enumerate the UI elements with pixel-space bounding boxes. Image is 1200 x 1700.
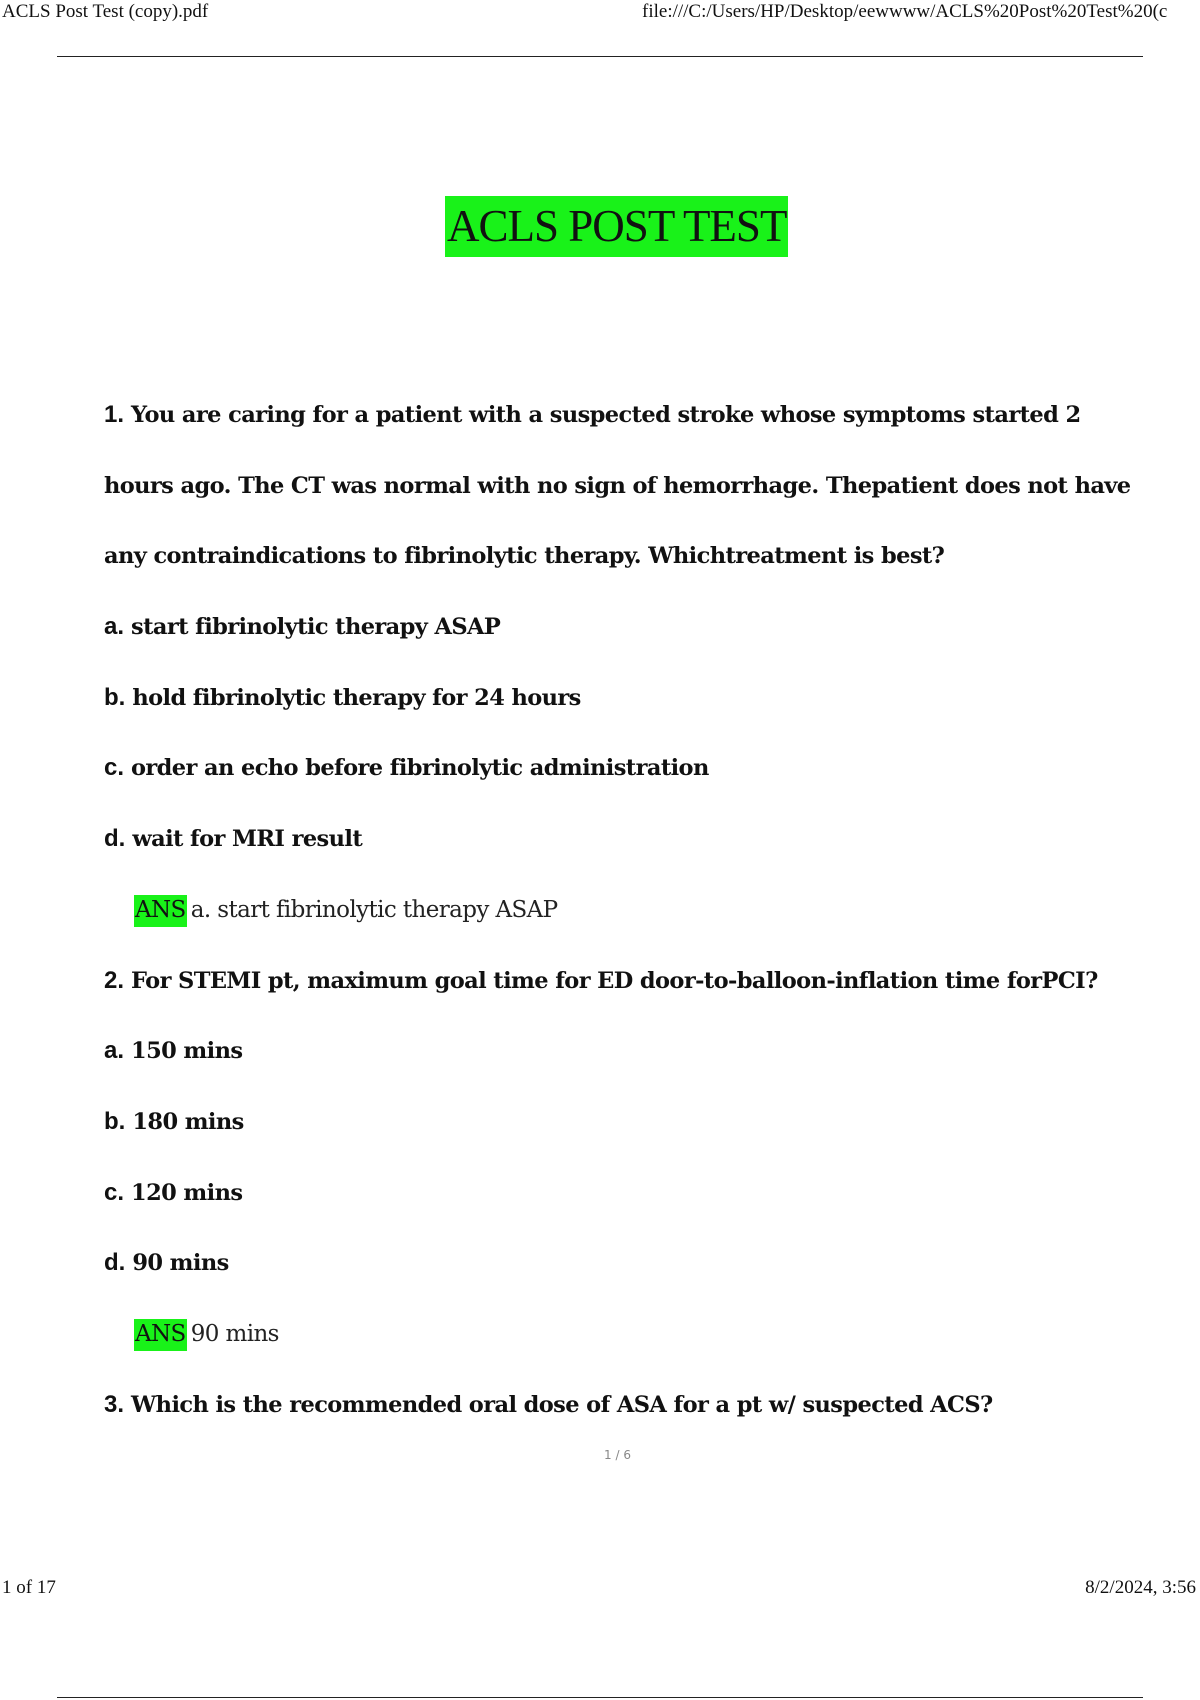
option-text: wait for MRI result (132, 826, 363, 853)
question-number: 3. (104, 1390, 125, 1418)
option-letter: a. (104, 613, 125, 641)
option-letter: d. (104, 1249, 126, 1277)
document-filename: ACLS Post Test (copy).pdf (2, 1, 209, 22)
question-1-line-2 (104, 451, 1131, 522)
option-text: 120 mins (131, 1179, 243, 1206)
question-2-option-b (104, 1087, 1104, 1158)
question-2-option-a (104, 1016, 1104, 1087)
question-text: You are caring for a patient with a suspected stroke whose symptoms started 2 (131, 402, 1081, 428)
question-2-option-d (104, 1228, 1104, 1299)
question-2-option-c (104, 1158, 1104, 1229)
answer-badge: ANS (134, 895, 187, 927)
option-letter: c. (104, 754, 125, 782)
option-text: 180 mins (132, 1108, 244, 1135)
question-text: any contraindications to fibrinolytic therapy. Whichtreatment is best? (104, 543, 945, 570)
question-text: For STEMI pt, maximum goal time for ED door-to-balloon-inflation time forPCI? (131, 967, 1098, 994)
question-1-option-d (104, 804, 1104, 875)
option-text: order an echo before fibrinolytic administration (131, 755, 709, 782)
footer-divider (57, 1697, 1143, 1698)
question-text: hours ago. The CT was normal with no sign of hemorrhage. Thepatient does not have (104, 472, 1131, 499)
option-text: 150 mins (131, 1038, 243, 1065)
question-2-answer (104, 1299, 1104, 1370)
question-number: 2. (104, 966, 125, 994)
question-number: 1. (104, 401, 125, 428)
page-count: 1 of 17 (2, 1577, 56, 1598)
question-1-line-3 (104, 521, 1104, 592)
document-title: ACLS POST TEST (445, 196, 788, 257)
question-2-line-1 (104, 946, 1104, 1017)
answer-text: a. start fibrinolytic therapy ASAP (190, 896, 558, 923)
page-indicator: 1 / 6 (604, 1448, 631, 1462)
option-text: 90 mins (132, 1250, 229, 1277)
print-footer (0, 1576, 1200, 1604)
option-letter: c. (104, 1178, 125, 1206)
option-text: start fibrinolytic therapy ASAP (131, 614, 501, 641)
option-letter: d. (104, 825, 126, 853)
question-text: Which is the recommended oral dose of ASA for a pt w/ suspected ACS? (131, 1391, 993, 1418)
question-1-option-a (104, 592, 1104, 663)
option-letter: b. (104, 683, 126, 711)
header-divider (57, 56, 1143, 57)
option-letter: a. (104, 1037, 125, 1065)
print-datetime: 8/2/2024, 3:56 (1085, 1577, 1196, 1598)
question-1-line-1 (104, 380, 1104, 451)
question-3-line-1 (104, 1370, 1104, 1441)
option-text: hold fibrinolytic therapy for 24 hours (132, 684, 581, 711)
question-1-answer (104, 875, 1104, 946)
file-url: file:///C:/Users/HP/Desktop/eewwww/ACLS%20Post%20Test%20(c (642, 1, 1168, 22)
question-1-option-b (104, 663, 1104, 734)
question-1-option-c (104, 733, 1104, 804)
option-letter: b. (104, 1107, 126, 1135)
print-header (0, 0, 1200, 28)
answer-text: 90 mins (190, 1320, 279, 1347)
answer-badge: ANS (134, 1319, 187, 1351)
question-list (104, 380, 1131, 1440)
